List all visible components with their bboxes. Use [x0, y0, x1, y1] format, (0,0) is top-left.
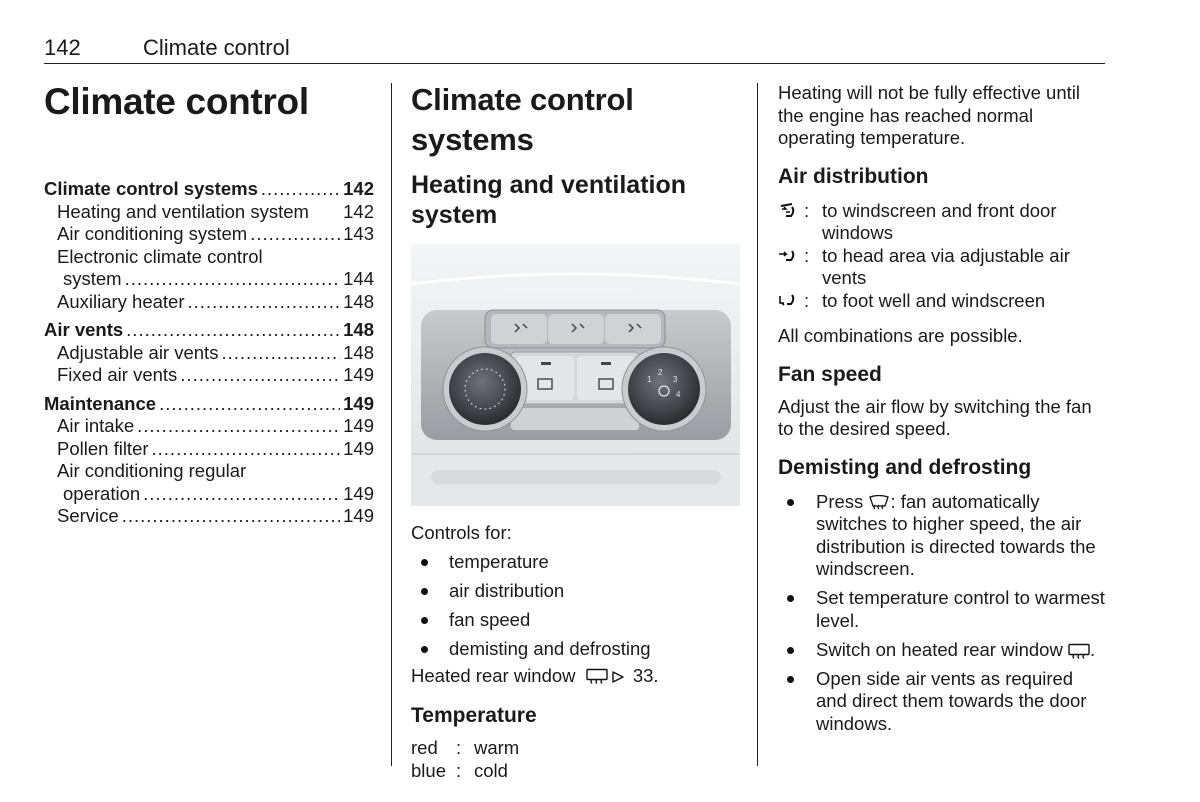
column-divider-1: [391, 83, 392, 766]
subsection-title: Heating and ventilation system: [411, 171, 687, 229]
climate-control-panel-photo: [411, 244, 740, 506]
heated-rear-window-line: [411, 665, 746, 688]
toc-leader-dots: [180, 364, 340, 387]
demisting-step: Press : fan automatically switches to higher speed, the air distribution is directed towards the windscreen.: [778, 491, 1108, 581]
toc-leader-dots: [125, 268, 341, 291]
toc-entry-label: Climate control systems: [44, 178, 258, 199]
toc-entry[interactable]: [44, 505, 374, 528]
temperature-row: [411, 737, 746, 760]
toc-entry-label: Air intake: [57, 415, 135, 436]
controls-list-item: demisting and defrosting: [411, 638, 746, 661]
page-reference-arrow-icon: [611, 670, 625, 684]
toc-entry[interactable]: [44, 291, 374, 314]
toc-entry[interactable]: [44, 201, 374, 224]
toc-leader-dots: [250, 223, 340, 246]
toc-page-number: 148: [343, 319, 374, 340]
air-distribution-item: : to foot well and windscreen: [778, 290, 1108, 313]
heating-intro: Heating will not be fully effective until the engine has reached normal operating temperature.: [778, 82, 1080, 148]
head-airflow-icon: [778, 245, 804, 290]
bullet-icon: [421, 559, 428, 566]
toc-page-number: 142: [343, 178, 374, 199]
toc-entry-label: Air conditioning regular: [57, 460, 247, 481]
fan-speed-heading: Fan speed: [778, 362, 882, 386]
temperature-row: [411, 760, 746, 783]
demisting-step: Open side air vents as required and direct them towards the door windows.: [778, 668, 1108, 736]
toc-entry[interactable]: [44, 364, 374, 387]
running-title: Climate control: [143, 35, 290, 60]
toc-entry-label: Heating and ventilation system: [57, 200, 309, 222]
toc-entry[interactable]: [44, 415, 374, 438]
air-distribution-list: [778, 200, 1108, 313]
toc-leader-dots: [221, 342, 340, 365]
toc-entry-label: Air conditioning system: [57, 223, 248, 244]
demisting-list: [778, 491, 1108, 736]
toc-leader-dots: [152, 438, 341, 461]
toc-entry-label: system: [63, 268, 122, 289]
table-of-contents: [44, 178, 374, 528]
toc-page-number: 144: [343, 268, 374, 289]
controls-list-item: temperature: [411, 551, 746, 574]
toc-page-number: 149: [343, 505, 374, 526]
toc-leader-dots: [188, 291, 341, 314]
header-rule: [44, 63, 1105, 64]
toc-page-number: 143: [343, 223, 374, 244]
column-divider-2: [757, 83, 758, 766]
temperature-key: red: [411, 737, 438, 758]
toc-entry[interactable]: [44, 319, 374, 342]
toc-entry-label: operation: [63, 482, 141, 504]
toc-entry[interactable]: [44, 342, 374, 365]
toc-entry[interactable]: [44, 223, 374, 246]
toc-leader-dots: [261, 178, 340, 201]
combinations-text: All combinations are possible.: [778, 325, 1023, 346]
heated-rear-window-reference: 33.: [632, 664, 659, 686]
toc-entry[interactable]: [44, 438, 374, 461]
demisting-step: Switch on heated rear window .: [778, 639, 1108, 662]
bullet-icon: [787, 647, 794, 654]
toc-page-number: 149: [343, 392, 374, 414]
climate-control-panel-illustration: [411, 244, 740, 506]
windscreen-airflow-icon: [778, 200, 804, 245]
heated-rear-window-text: Heated rear window: [411, 664, 576, 686]
toc-page-number: 149: [343, 364, 374, 385]
temperature-value: cold: [474, 759, 508, 781]
air-distribution-heading: Air distribution: [778, 164, 929, 188]
toc-entry[interactable]: [44, 268, 374, 291]
toc-entry[interactable]: [44, 178, 374, 201]
windscreen-defrost-icon: [868, 495, 890, 511]
page-number: 142: [44, 35, 81, 60]
bullet-icon: [421, 588, 428, 595]
bullet-icon: [421, 646, 428, 653]
toc-entry-label: Maintenance: [44, 392, 157, 414]
svg-text:4: 4: [676, 390, 681, 399]
toc-entry-label: Electronic climate control: [57, 245, 263, 267]
toc-entry-label: Auxiliary heater: [57, 290, 185, 312]
temperature-sep: :: [456, 759, 462, 781]
bullet-icon: [787, 595, 794, 602]
temperature-sep: :: [456, 737, 462, 758]
toc-entry-label: Service: [57, 505, 119, 526]
chapter-title: Climate control: [44, 81, 309, 122]
toc-page-number: 148: [343, 290, 374, 312]
bullet-icon: [787, 676, 794, 683]
toc-page-number: 149: [343, 482, 374, 504]
toc-entry[interactable]: [44, 483, 374, 506]
temperature-key: blue: [411, 759, 446, 781]
fan-speed-text: Adjust the air flow by switching the fan to the desired speed.: [778, 395, 1092, 439]
air-distribution-item: : to windscreen and front door windows: [778, 200, 1108, 245]
toc-entry[interactable]: [44, 393, 374, 416]
toc-page-number: 142: [343, 200, 374, 222]
svg-text:3: 3: [673, 375, 678, 384]
toc-entry-label: Air vents: [44, 319, 124, 340]
content-column-3: [778, 80, 1108, 742]
toc-page-number: 148: [343, 341, 374, 363]
toc-page-number: 149: [343, 415, 374, 436]
heated-rear-window-icon: [586, 668, 608, 684]
heated-rear-window-icon: [1068, 643, 1090, 659]
toc-leader-dots: [137, 415, 340, 438]
bullet-icon: [787, 499, 794, 506]
controls-intro: Controls for:: [411, 522, 512, 543]
toc-leader-dots: [126, 319, 340, 342]
toc-leader-dots: [122, 505, 340, 528]
bullet-icon: [421, 617, 428, 624]
temperature-value: warm: [474, 737, 520, 758]
air-distribution-item: : to head area via adjustable air vents: [778, 245, 1108, 290]
toc-leader-dots: [143, 483, 340, 506]
temperature-rows: [411, 737, 746, 782]
toc-entry-label: Adjustable air vents: [57, 341, 219, 363]
toc-page-number: 149: [343, 437, 374, 459]
toc-entry-label: Fixed air vents: [57, 364, 178, 385]
controls-list-item: air distribution: [411, 580, 746, 603]
demisting-step: Set temperature control to warmest level.: [778, 587, 1108, 632]
demisting-heading: Demisting and defrosting: [778, 455, 1032, 479]
toc-leader-dots: [159, 393, 340, 416]
content-column-2: [411, 80, 746, 782]
footwell-airflow-icon: [778, 290, 804, 313]
controls-list: [411, 551, 746, 661]
svg-text:2: 2: [658, 368, 663, 377]
temperature-heading: Temperature: [411, 704, 537, 727]
toc-column: [44, 80, 374, 528]
toc-entry-label: Pollen filter: [57, 437, 149, 459]
svg-text:1: 1: [647, 375, 652, 384]
controls-list-item: fan speed: [411, 609, 746, 632]
section-title: Climate control systems: [411, 82, 634, 157]
